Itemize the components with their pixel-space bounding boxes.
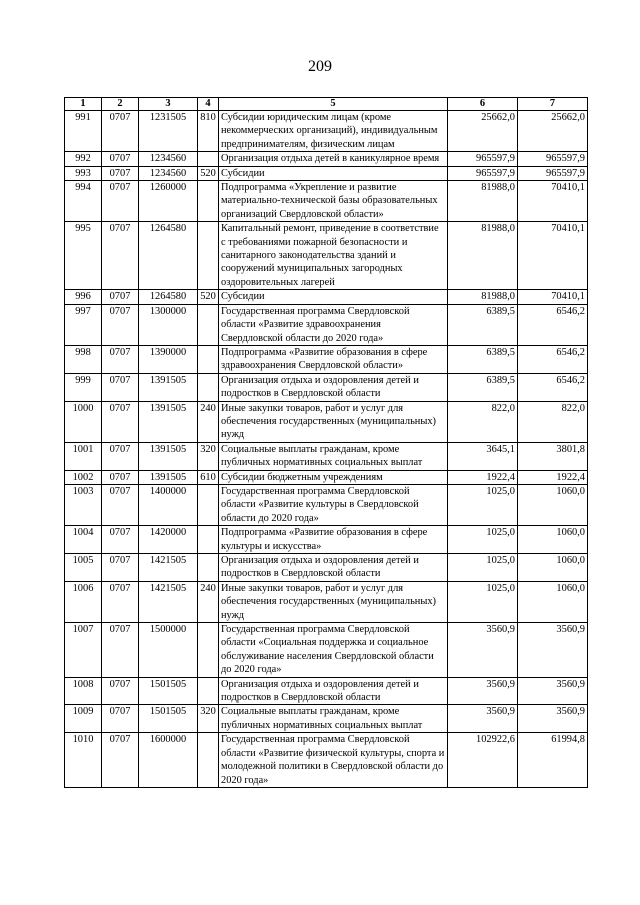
amount-year-1: 25662,0 — [448, 111, 518, 152]
item-name: Субсидии бюджетным учреждениям — [219, 470, 448, 484]
section-code: 0707 — [102, 554, 139, 582]
item-name: Подпрограмма «Развитие образования в сфере культуры и искусства» — [219, 526, 448, 554]
table-row — [65, 733, 588, 788]
section-code: 0707 — [102, 401, 139, 442]
amount-year-1: 6389,5 — [448, 304, 518, 345]
amount-year-2: 3560,9 — [518, 623, 588, 678]
amount-year-2: 70410,1 — [518, 222, 588, 290]
section-code: 0707 — [102, 304, 139, 345]
expense-type-code — [198, 181, 219, 222]
expense-type-code — [198, 304, 219, 345]
amount-year-2: 822,0 — [518, 401, 588, 442]
table-row — [65, 554, 588, 582]
amount-year-1: 6389,5 — [448, 345, 518, 373]
target-article-code: 1234560 — [139, 166, 198, 180]
target-article-code: 1500000 — [139, 623, 198, 678]
amount-year-2: 1922,4 — [518, 470, 588, 484]
row-number: 1001 — [65, 442, 102, 470]
target-article-code: 1501505 — [139, 677, 198, 705]
table-row — [65, 705, 588, 733]
amount-year-2: 1060,0 — [518, 581, 588, 622]
row-number: 992 — [65, 152, 102, 166]
row-number: 1000 — [65, 401, 102, 442]
table-row — [65, 401, 588, 442]
row-number: 1008 — [65, 677, 102, 705]
column-header: 2 — [102, 98, 139, 111]
amount-year-2: 6546,2 — [518, 373, 588, 401]
table-row — [65, 111, 588, 152]
section-code: 0707 — [102, 484, 139, 525]
target-article-code: 1264580 — [139, 222, 198, 290]
expense-type-code — [198, 554, 219, 582]
section-code: 0707 — [102, 526, 139, 554]
section-code: 0707 — [102, 222, 139, 290]
expense-type-code — [198, 484, 219, 525]
table-row — [65, 470, 588, 484]
target-article-code: 1391505 — [139, 401, 198, 442]
amount-year-1: 1025,0 — [448, 581, 518, 622]
table-row — [65, 166, 588, 180]
section-code: 0707 — [102, 705, 139, 733]
amount-year-2: 965597,9 — [518, 166, 588, 180]
amount-year-1: 1025,0 — [448, 526, 518, 554]
item-name: Организация отдыха и оздоровления детей и подростков в Свердловской области — [219, 677, 448, 705]
item-name: Иные закупки товаров, работ и услуг для обеспечения государственных (муниципальных) нужд — [219, 581, 448, 622]
section-code: 0707 — [102, 733, 139, 788]
section-code: 0707 — [102, 623, 139, 678]
section-code: 0707 — [102, 677, 139, 705]
expense-type-code — [198, 222, 219, 290]
row-number: 1002 — [65, 470, 102, 484]
target-article-code: 1231505 — [139, 111, 198, 152]
expense-type-code: 240 — [198, 401, 219, 442]
amount-year-1: 3560,9 — [448, 677, 518, 705]
table-row — [65, 373, 588, 401]
amount-year-1: 81988,0 — [448, 222, 518, 290]
item-name: Государственная программа Свердловской области «Развитие здравоохранения Свердловской области до 2020 года» — [219, 304, 448, 345]
item-name: Государственная программа Свердловской области «Развитие физической культуры, спорта и молодежной политики в Свердловской области до 2020 года» — [219, 733, 448, 788]
expense-type-code — [198, 373, 219, 401]
row-number: 997 — [65, 304, 102, 345]
amount-year-2: 3801,8 — [518, 442, 588, 470]
section-code: 0707 — [102, 581, 139, 622]
table-row — [65, 290, 588, 304]
target-article-code: 1420000 — [139, 526, 198, 554]
expense-type-code — [198, 677, 219, 705]
row-number: 1009 — [65, 705, 102, 733]
row-number: 991 — [65, 111, 102, 152]
item-name: Социальные выплаты гражданам, кроме публичных нормативных социальных выплат — [219, 705, 448, 733]
item-name: Социальные выплаты гражданам, кроме публичных нормативных социальных выплат — [219, 442, 448, 470]
amount-year-1: 965597,9 — [448, 166, 518, 180]
table-row — [65, 345, 588, 373]
table-row — [65, 181, 588, 222]
header-row — [65, 98, 588, 111]
target-article-code: 1391505 — [139, 442, 198, 470]
row-number: 1003 — [65, 484, 102, 525]
item-name: Организация отдыха и оздоровления детей и подростков в Свердловской области — [219, 554, 448, 582]
amount-year-1: 3560,9 — [448, 623, 518, 678]
amount-year-2: 70410,1 — [518, 181, 588, 222]
amount-year-2: 3560,9 — [518, 677, 588, 705]
column-header: 3 — [139, 98, 198, 111]
column-header: 5 — [219, 98, 448, 111]
amount-year-1: 1922,4 — [448, 470, 518, 484]
item-name: Подпрограмма «Укрепление и развитие материально-технической базы образовательных организаций Свердловской области» — [219, 181, 448, 222]
expense-type-code — [198, 623, 219, 678]
amount-year-2: 25662,0 — [518, 111, 588, 152]
amount-year-1: 822,0 — [448, 401, 518, 442]
amount-year-1: 81988,0 — [448, 181, 518, 222]
column-header: 7 — [518, 98, 588, 111]
row-number: 995 — [65, 222, 102, 290]
item-name: Иные закупки товаров, работ и услуг для обеспечения государственных (муниципальных) нужд — [219, 401, 448, 442]
expense-type-code — [198, 526, 219, 554]
expense-type-code: 520 — [198, 166, 219, 180]
target-article-code: 1234560 — [139, 152, 198, 166]
row-number: 993 — [65, 166, 102, 180]
table-row — [65, 442, 588, 470]
column-header: 6 — [448, 98, 518, 111]
budget-table — [64, 97, 588, 788]
table-body — [65, 111, 588, 788]
table-row — [65, 152, 588, 166]
row-number: 1010 — [65, 733, 102, 788]
amount-year-1: 102922,6 — [448, 733, 518, 788]
amount-year-1: 1025,0 — [448, 484, 518, 525]
row-number: 996 — [65, 290, 102, 304]
table-row — [65, 484, 588, 525]
target-article-code: 1501505 — [139, 705, 198, 733]
amount-year-1: 6389,5 — [448, 373, 518, 401]
section-code: 0707 — [102, 111, 139, 152]
table-row — [65, 623, 588, 678]
expense-type-code: 320 — [198, 442, 219, 470]
target-article-code: 1400000 — [139, 484, 198, 525]
row-number: 998 — [65, 345, 102, 373]
row-number: 1007 — [65, 623, 102, 678]
section-code: 0707 — [102, 373, 139, 401]
target-article-code: 1264580 — [139, 290, 198, 304]
expense-type-code — [198, 345, 219, 373]
section-code: 0707 — [102, 470, 139, 484]
row-number: 1005 — [65, 554, 102, 582]
item-name: Субсидии — [219, 290, 448, 304]
target-article-code: 1390000 — [139, 345, 198, 373]
amount-year-2: 6546,2 — [518, 304, 588, 345]
amount-year-1: 965597,9 — [448, 152, 518, 166]
target-article-code: 1600000 — [139, 733, 198, 788]
amount-year-1: 1025,0 — [448, 554, 518, 582]
amount-year-1: 81988,0 — [448, 290, 518, 304]
amount-year-2: 1060,0 — [518, 526, 588, 554]
amount-year-1: 3645,1 — [448, 442, 518, 470]
row-number: 999 — [65, 373, 102, 401]
target-article-code: 1391505 — [139, 470, 198, 484]
expense-type-code — [198, 733, 219, 788]
section-code: 0707 — [102, 181, 139, 222]
item-name: Капитальный ремонт, приведение в соответствие с требованиями пожарной безопасности и санитарного законодательства зданий и сооружений муниципальных загородных оздоровительных лагерей — [219, 222, 448, 290]
target-article-code: 1300000 — [139, 304, 198, 345]
table-row — [65, 526, 588, 554]
target-article-code: 1421505 — [139, 554, 198, 582]
section-code: 0707 — [102, 442, 139, 470]
expense-type-code: 320 — [198, 705, 219, 733]
amount-year-2: 1060,0 — [518, 554, 588, 582]
expense-type-code — [198, 152, 219, 166]
amount-year-2: 3560,9 — [518, 705, 588, 733]
column-header: 1 — [65, 98, 102, 111]
table-row — [65, 581, 588, 622]
amount-year-2: 61994,8 — [518, 733, 588, 788]
target-article-code: 1421505 — [139, 581, 198, 622]
expense-type-code: 610 — [198, 470, 219, 484]
section-code: 0707 — [102, 152, 139, 166]
item-name: Подпрограмма «Развитие образования в сфере здравоохранения Свердловской области» — [219, 345, 448, 373]
amount-year-2: 70410,1 — [518, 290, 588, 304]
expense-type-code: 810 — [198, 111, 219, 152]
target-article-code: 1391505 — [139, 373, 198, 401]
amount-year-1: 3560,9 — [448, 705, 518, 733]
column-header: 4 — [198, 98, 219, 111]
row-number: 1006 — [65, 581, 102, 622]
item-name: Государственная программа Свердловской области «Развитие культуры в Свердловской области до 2020 года» — [219, 484, 448, 525]
amount-year-2: 6546,2 — [518, 345, 588, 373]
expense-type-code: 240 — [198, 581, 219, 622]
item-name: Организация отдыха детей в каникулярное время — [219, 152, 448, 166]
row-number: 1004 — [65, 526, 102, 554]
item-name: Организация отдыха и оздоровления детей и подростков в Свердловской области — [219, 373, 448, 401]
amount-year-2: 965597,9 — [518, 152, 588, 166]
expense-type-code: 520 — [198, 290, 219, 304]
row-number: 994 — [65, 181, 102, 222]
section-code: 0707 — [102, 345, 139, 373]
item-name: Государственная программа Свердловской области «Социальная поддержка и социальное обслуживание населения Свердловской области до 2020 года» — [219, 623, 448, 678]
item-name: Субсидии юридическим лицам (кроме некоммерческих организаций), индивидуальным предпринимателям, физическим лицам — [219, 111, 448, 152]
table-row — [65, 304, 588, 345]
page-number: 209 — [308, 58, 332, 75]
item-name: Субсидии — [219, 166, 448, 180]
target-article-code: 1260000 — [139, 181, 198, 222]
section-code: 0707 — [102, 290, 139, 304]
table-row — [65, 222, 588, 290]
amount-year-2: 1060,0 — [518, 484, 588, 525]
section-code: 0707 — [102, 166, 139, 180]
table-row — [65, 677, 588, 705]
